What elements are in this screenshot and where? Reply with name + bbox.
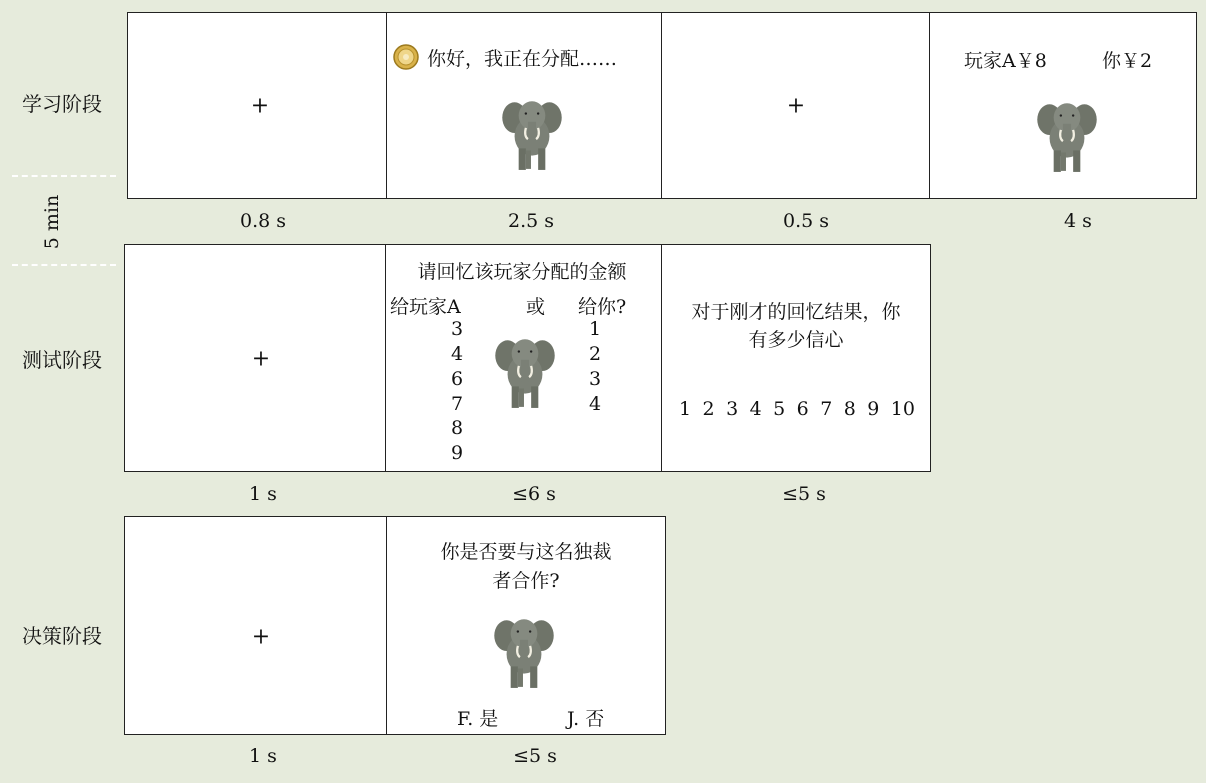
scale-option: 9 (867, 398, 880, 420)
you-option: 3 (589, 368, 602, 390)
column-header-player-a: 给玩家A (390, 296, 461, 318)
greeting-text: 你好，我正在分配…… (427, 48, 618, 70)
separator-dash-bottom (12, 264, 116, 266)
player-a-option: 3 (451, 318, 464, 340)
time-label: ≤6 s (512, 483, 556, 505)
time-label: ≤5 s (513, 745, 557, 767)
time-label: 0.8 s (239, 210, 287, 232)
elephant-icon (494, 329, 556, 411)
learning-panel-fixation2 (661, 12, 930, 199)
scale-option: 5 (773, 398, 786, 420)
scale-option: 4 (749, 398, 762, 420)
time-label: 2.5 s (507, 210, 555, 232)
player-a-option: 8 (451, 417, 464, 439)
confidence-scale (679, 398, 915, 420)
scale-option: 10 (890, 398, 915, 420)
scale-option: 3 (726, 398, 739, 420)
test-panel-confidence (661, 244, 931, 472)
time-label: 4 s (1064, 210, 1092, 232)
you-option: 4 (589, 393, 602, 415)
player-a-option: 6 (451, 368, 464, 390)
duration-label: 5 min (41, 194, 63, 250)
confidence-question-line1: 对于刚才的回忆结果，你 (691, 301, 901, 323)
decision-question-line2: 者合作? (492, 570, 560, 592)
coin-icon (393, 44, 419, 70)
fixation-cross: + (250, 93, 270, 119)
decision-question-line1: 你是否要与这名独裁 (440, 541, 612, 563)
learning-panel-greeting (386, 12, 662, 199)
test-panel-recall (385, 244, 662, 472)
scale-option: 6 (796, 398, 809, 420)
column-header-you: 给你? (578, 296, 627, 318)
test-panel-fixation (124, 244, 386, 472)
result-player-a: 玩家A￥8 (964, 50, 1047, 72)
fixation-cross: + (786, 93, 806, 119)
you-option: 1 (589, 318, 602, 340)
stage-label-decision: 决策阶段 (22, 624, 102, 648)
scale-option: 2 (702, 398, 715, 420)
scale-option: 7 (820, 398, 833, 420)
you-option: 2 (589, 343, 602, 365)
fixation-cross: + (251, 346, 271, 372)
decision-panel-question (386, 516, 666, 735)
stage-label-test: 测试阶段 (22, 348, 102, 372)
elephant-icon (493, 609, 555, 691)
player-a-option: 4 (451, 343, 464, 365)
time-label: ≤5 s (782, 483, 826, 505)
recall-title: 请回忆该玩家分配的金额 (417, 261, 627, 283)
learning-panel-result (929, 12, 1197, 199)
option-yes: F. 是 (457, 708, 499, 730)
elephant-icon (501, 91, 563, 173)
fixation-cross: + (251, 624, 271, 650)
scale-option: 1 (679, 398, 692, 420)
player-a-option: 9 (451, 442, 464, 464)
time-label: 1 s (249, 745, 277, 767)
or-label: 或 (526, 296, 546, 318)
elephant-icon (1036, 93, 1098, 175)
option-no: J. 否 (567, 708, 605, 730)
result-you: 你￥2 (1102, 50, 1153, 72)
decision-panel-fixation (124, 516, 387, 735)
time-label: 1 s (249, 483, 277, 505)
learning-panel-fixation1 (127, 12, 387, 199)
confidence-question-line2: 有多少信心 (748, 329, 844, 351)
player-a-option: 7 (451, 393, 464, 415)
scale-option: 8 (843, 398, 856, 420)
stage-label-learning: 学习阶段 (22, 92, 102, 116)
time-label: 0.5 s (782, 210, 830, 232)
separator-dash-top (12, 175, 116, 177)
